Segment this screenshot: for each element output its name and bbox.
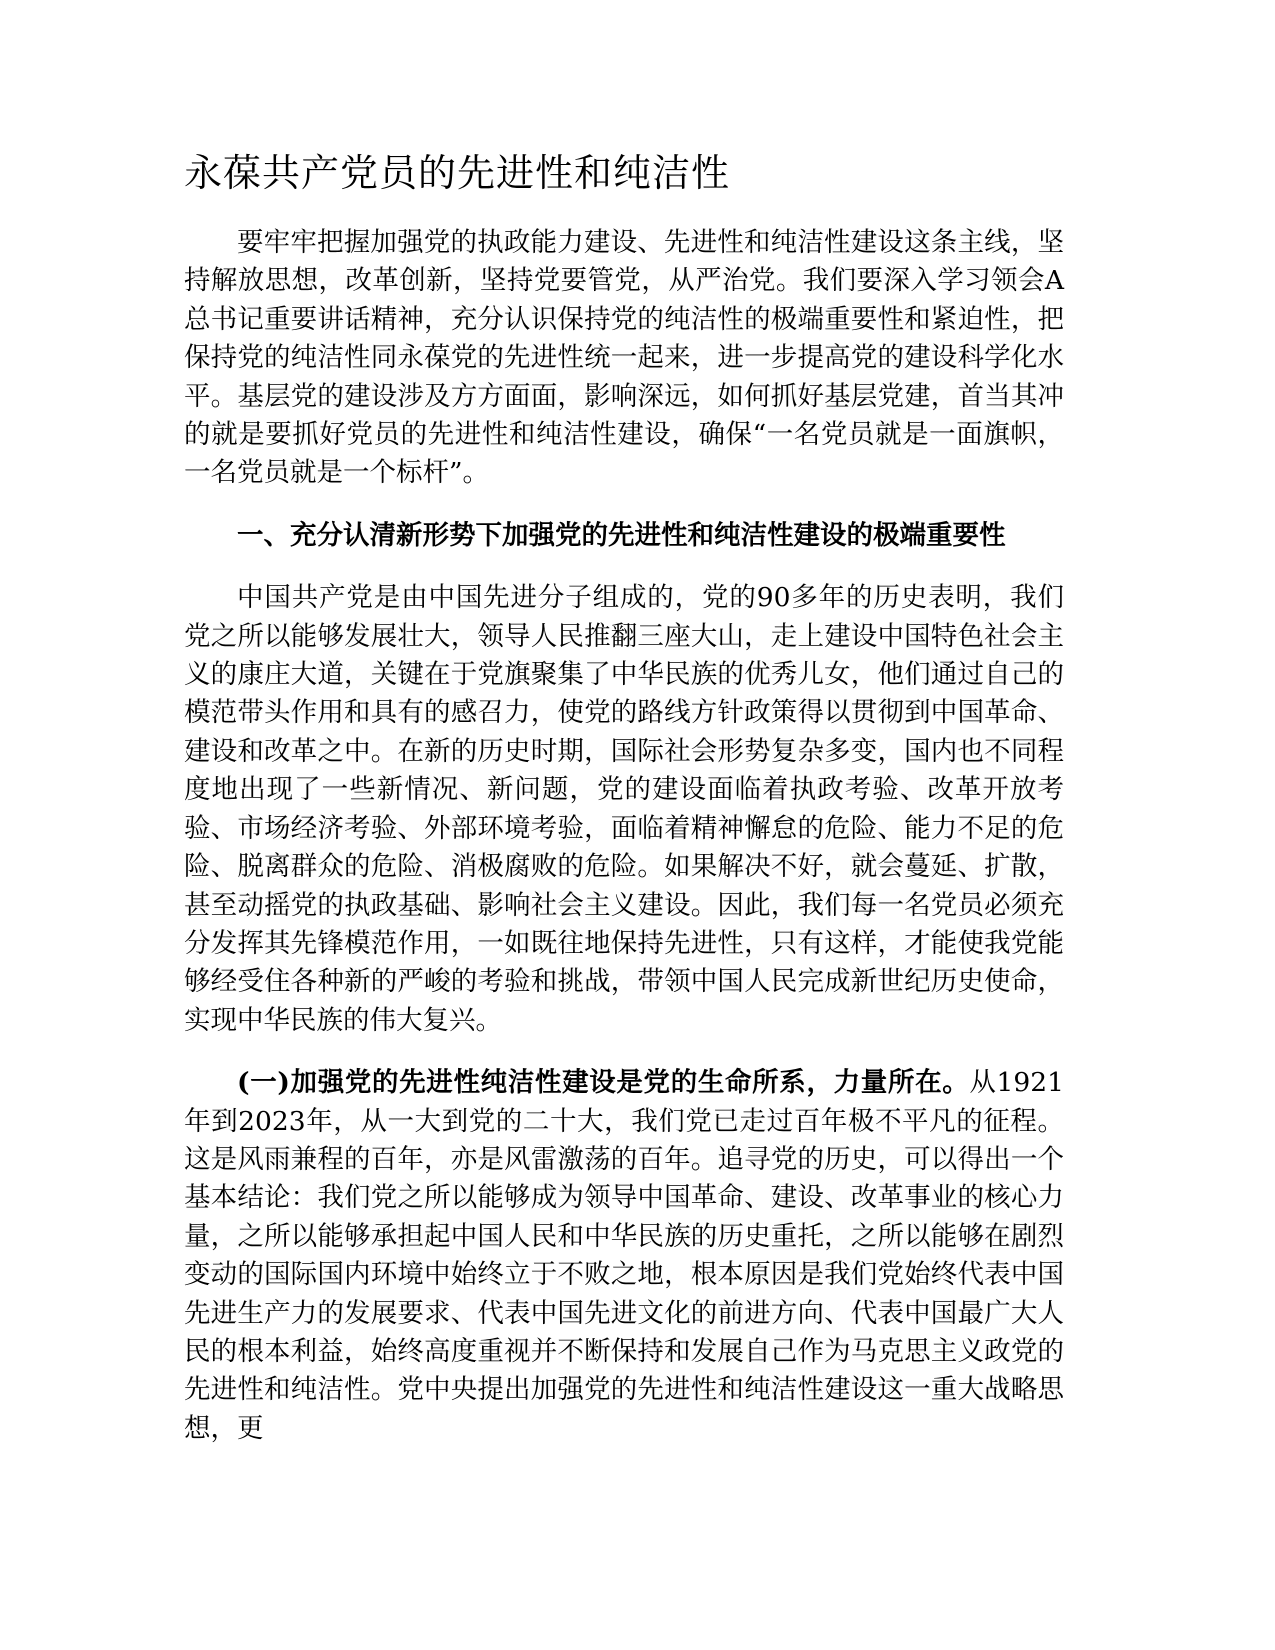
intro-paragraph: 要牢牢把握加强党的执政能力建设、先进性和纯洁性建设这条主线，坚持解放思想，改革创新，坚持党要管党，从严治党。我们要深入学习领会A总书记重要讲话精神，充分认识保持党的纯洁性的极端重要性和紧迫性，把保持党的纯洁性同永葆党的先进性统一起来，进一步提高党的建设科学化水平。基层党的建设涉及方方面面，影响深远，如何抓好基层党建，首当其冲的就是要抓好党员的先进性和纯洁性建设，确保“一名党员就是一面旗帜，一名党员就是一个标杆”。 xyxy=(184,227,1064,489)
document-page xyxy=(184,148,1064,1448)
subsection-1-paragraph xyxy=(184,1064,1064,1448)
document-title: 永葆共产党员的先进性和纯洁性 xyxy=(184,151,731,195)
section-1-paragraph: 中国共产党是由中国先进分子组成的，党的90多年的历史表明，我们党之所以能够发展壮大，领导人民推翻三座大山，走上建设中国特色社会主义的康庄大道，关键在于党旗聚集了中华民族的优秀儿女，他们通过自己的模范带头作用和具有的感召力，使党的路线方针政策得以贯彻到中国革命、建设和改革之中。在新的历史时期，国际社会形势复杂多变，国内也不同程度地出现了一些新情况、新问题，党的建设面临着执政考验、改革开放考验、市场经济考验、外部环境考验，面临着精神懈怠的危险、能力不足的危险、脱离群众的危险、消极腐败的危险。如果解决不好，就会蔓延、扩散，甚至动摇党的执政基础、影响社会主义建设。因此，我们每一名党员必须充分发挥其先锋模范作用，一如既往地保持先进性，只有这样，才能使我党能够经受住各种新的严峻的考验和挑战，带领中国人民完成新世纪历史使命，实现中华民族的伟大复兴。 xyxy=(184,582,1064,1036)
section-1-heading: 一、充分认清新形势下加强党的先进性和纯洁性建设的极端重要性 xyxy=(237,519,1006,551)
subsection-1-body: 从1921年到2023年，从一大到党的二十大，我们党已走过百年极不平凡的征程。这是风雨兼程的百年，亦是风雷激荡的百年。追寻党的历史，可以得出一个基本结论：我们党之所以能够成为领导中国革命、建设、改革事业的核心力量，之所以能够承担起中国人民和中华民族的历史重托，之所以能够在剧烈变动的国际国内环境中始终立于不败之地，根本原因是我们党始终代表中国先进生产力的发展要求、代表中国先进文化的前进方向、代表中国最广大人民的根本利益，始终高度重视并不断保持和发展自己作为马克思主义政党的先进性和纯洁性。党中央提出加强党的先进性和纯洁性建设这一重大战略思想，更 xyxy=(184,1067,1064,1444)
subsection-1-lead: (一)加强党的先进性纯洁性建设是党的生命所系，力量所在。 xyxy=(237,1067,970,1099)
